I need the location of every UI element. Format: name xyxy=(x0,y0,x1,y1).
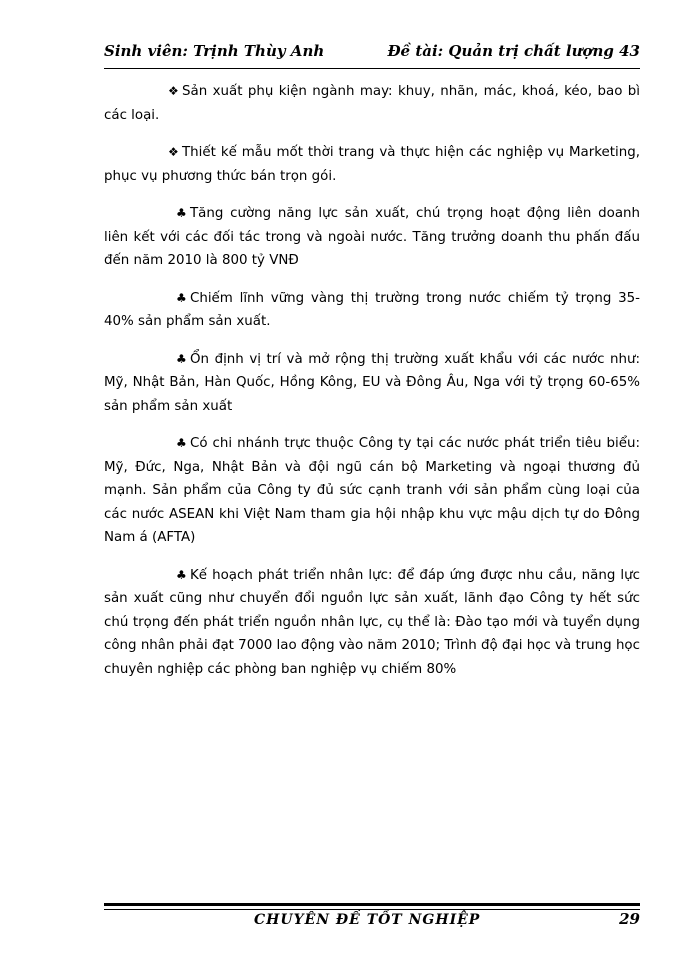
paragraph xyxy=(104,564,640,682)
club-bullet-icon: ♣ xyxy=(176,290,187,305)
club-bullet-icon: ♣ xyxy=(176,567,187,582)
diamond-bullet-icon: ❖ xyxy=(168,84,179,98)
footer-rule-thick xyxy=(104,903,640,906)
header-author: Sinh viên: Trịnh Thùy Anh xyxy=(104,42,325,60)
page-footer xyxy=(104,910,640,940)
club-bullet-icon: ♣ xyxy=(176,436,187,450)
footer-title: CHUYÊN ĐỀ TỐT NGHIỆP xyxy=(254,912,481,928)
paragraph-text: Chiếm lĩnh vững vàng thị trường trong nước chiếm tỷ trọng 35-40% sản phẩm sản xuất. xyxy=(104,290,640,329)
paragraph xyxy=(104,141,640,188)
club-bullet-icon: ♣ xyxy=(176,206,187,220)
paragraph xyxy=(104,80,640,127)
paragraph xyxy=(104,348,640,419)
diamond-bullet-icon: ❖ xyxy=(168,145,179,159)
paragraph-text: Tăng cường năng lực sản xuất, chú trọng hoạt động liên doanh liên kết với các đối tác trong và ngoài nước. Tăng trưởng doanh thu phấn đấu đến năm 2010 là 800 tỷ VNĐ xyxy=(104,206,640,268)
paragraph xyxy=(104,202,640,273)
paragraph-text: Ổn định vị trí và mở rộng thị trường xuất khẩu với các nước như: Mỹ, Nhật Bản, Hàn Quốc, Hồng Kông, EU và Đông Âu, Nga với tỷ trọng 60-65% sản phẩm sản xuất xyxy=(104,351,640,414)
paragraph-text: Có chi nhánh trực thuộc Công ty tại các nước phát triển tiêu biểu: Mỹ, Đức, Nga, Nhật Bản và đội ngũ cán bộ Marketing và ngoại thương đủ mạnh. Sản phẩm của Công ty đủ sức cạnh tranh với sản phẩm cùng loại của các nước ASEAN khi Việt Nam tham gia hội nhập khu vực mậu dịch tự do Đông Nam á (AFTA) xyxy=(104,436,640,545)
page-number: 29 xyxy=(619,910,640,928)
paragraph-text: Kế hoạch phát triển nhân lực: để đáp ứng được nhu cầu, năng lực sản xuất cũng như chuyển đổi nguồn lực sản xuất, lãnh đạo Công ty hết sức chú trọng đến phát triển nguồn nhân lực, cụ thể là: Đào tạo mới và tuyển dụng công nhân phải đạt 7000 lao động vào năm 2010; Trình độ đại học và trung học chuyên nghiệp các phòng ban nghiệp vụ chiếm 80% xyxy=(104,567,640,677)
club-bullet-icon: ♣ xyxy=(176,351,187,366)
document-body xyxy=(104,80,640,695)
paragraph-text: Thiết kế mẫu mốt thời trang và thực hiện các nghiệp vụ Marketing, phục vụ phương thức bán trọn gói. xyxy=(104,145,640,184)
paragraph xyxy=(104,432,640,550)
header-topic: Đề tài: Quản trị chất lượng 43 xyxy=(387,42,640,60)
paragraph-text: Sản xuất phụ kiện ngành may: khuy, nhãn, mác, khoá, kéo, bao bì các loại. xyxy=(104,84,640,123)
header-rule xyxy=(104,68,640,69)
paragraph xyxy=(104,287,640,334)
page-header xyxy=(104,38,640,64)
